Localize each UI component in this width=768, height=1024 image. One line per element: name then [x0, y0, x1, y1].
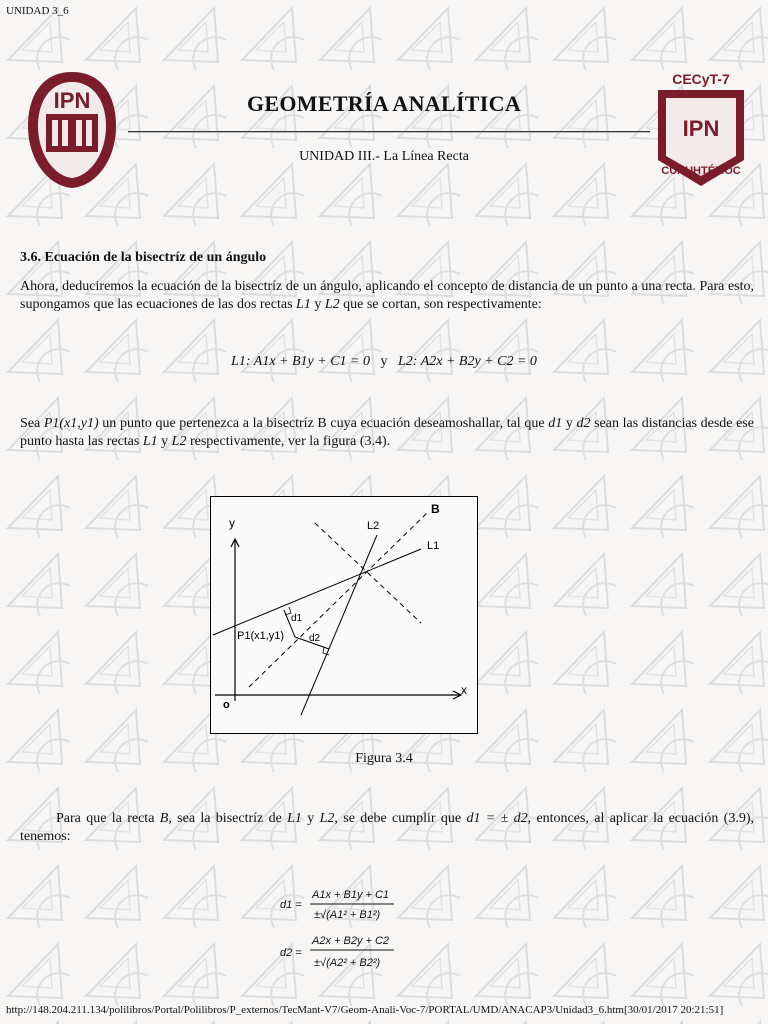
formula-d1-denominator: ±√(A1² + B1²) [314, 909, 381, 921]
formula-d1-numerator: A1x + B1y + C1 [312, 889, 390, 901]
title-divider [128, 131, 650, 133]
page-footer [6, 1004, 766, 1016]
formula-d2-lhs: d2 = [280, 947, 302, 959]
formula-d2-numerator: A2x + B2y + C2 [312, 935, 390, 947]
distance-formulas [276, 880, 416, 980]
svg-text:IPN: IPN [682, 116, 720, 141]
label-P1: P1(x1,y1) [237, 630, 285, 642]
page-subtitle: UNIDAD III.- La Línea Recta [299, 149, 469, 164]
running-head: UNIDAD 3_6 [6, 5, 69, 17]
paragraph-intro: Ahora, deduciremos la ecuación de la bisectríz de un ángulo, aplicando el concepto de distancia de un punto a una recta. Para esto, supongamos que las ecuaciones de las dos rectas L1 y L2 que se cortan, son respectivamente: [20, 279, 754, 312]
svg-text:IPN: IPN [53, 88, 91, 113]
page-title: GEOMETRÍA ANALÍTICA [246, 91, 522, 116]
svg-text:CUAUHTÉMOC: CUAUHTÉMOC [661, 165, 741, 177]
svg-text:CECyT-7: CECyT-7 [672, 71, 730, 87]
label-L2: L2 [367, 520, 380, 532]
line-L2 [301, 535, 377, 715]
section-heading: 3.6. Ecuación de la bisectríz de un ángulo [20, 250, 267, 265]
figure-3-4 [210, 496, 478, 734]
paragraph-definition: Sea P1(x1,y1) un punto que pertenezca a la bisectríz B cuya ecuación deseamoshallar, tal que d1 y d2 sean las distancias desde ese punto hasta las rectas L1 y L2 respectivamente, ver la figura (3.4). [20, 416, 755, 449]
bisector-diagram [211, 497, 477, 733]
bisector-other [315, 523, 421, 623]
label-d1: d1 [291, 613, 303, 624]
label-B: B [431, 502, 440, 516]
bisector-B [249, 511, 429, 687]
formula-d1-lhs: d1 = [280, 899, 302, 911]
label-origin: o [223, 699, 230, 711]
footer-url: http://148.204.211.134/polilibros/Portal/Polilibros/P_externos/TecMant-V7/Geom-Anali-Voc-7/PORTAL/UMD/ANACAP3/Unidad3_6.htm[30/01/2017 20:21:51] [6, 1004, 724, 1016]
label-L1: L1 [427, 540, 440, 552]
formula-d2-denominator: ±√(A2² + B2²) [314, 957, 381, 969]
figure-caption: Figura 3.4 [355, 751, 413, 766]
paragraph-condition: Para que la recta B, sea la bisectríz de L1 y L2, se debe cumplir que d1 = ± d2, entonces, al aplicar la ecuación (3.9), tenemos: [20, 811, 754, 844]
ipn-logo [22, 68, 122, 192]
label-x: x [461, 683, 467, 697]
label-d2: d2 [309, 633, 321, 644]
line-L1 [213, 549, 421, 635]
cecyt-logo [648, 70, 754, 190]
label-y: y [229, 516, 235, 530]
line-equations: L1: A1x + B1y + C1 = 0 y L2: A2x + B2y + C2 = 0 [231, 354, 537, 369]
